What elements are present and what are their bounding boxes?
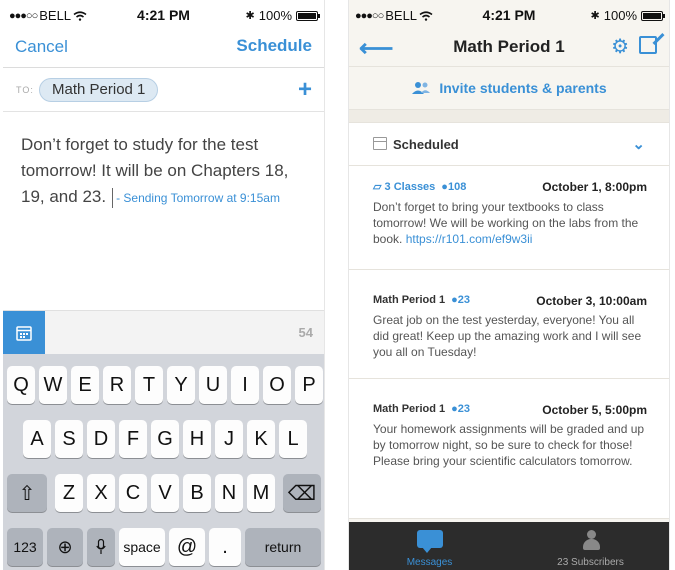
dictation-key[interactable] (87, 528, 115, 566)
key[interactable]: D (87, 420, 115, 458)
space-key[interactable]: space (119, 528, 165, 566)
cancel-button[interactable]: Cancel (15, 37, 68, 56)
add-recipient-button[interactable]: + (297, 76, 312, 103)
key[interactable]: W (39, 366, 67, 404)
key[interactable]: P (295, 366, 323, 404)
calendar-icon (16, 325, 32, 341)
key[interactable]: X (87, 474, 115, 512)
message-text: Your homework assignments will be graded and up by tomorrow night, so be sure to check for those! Please bring your scientific calculators tomorrow. (373, 422, 645, 468)
message-text: Great job on the test yesterday, everyone! You all did great! Keep up the amazing work and I will see you all on Tuesday! (373, 313, 642, 359)
scheduled-section-header[interactable] (349, 122, 669, 166)
numbers-key[interactable]: 123 (7, 528, 43, 566)
status-bar (349, 0, 669, 30)
scheduled-label: Scheduled (393, 137, 459, 152)
bluetooth-icon: ✱ (245, 10, 255, 22)
carrier-name: BELL (39, 8, 72, 23)
key[interactable]: N (215, 474, 243, 512)
battery-icon (641, 11, 663, 21)
message-class: Math Period 1 (373, 294, 446, 306)
return-key[interactable]: return (245, 528, 321, 566)
calendar-icon (373, 137, 387, 150)
status-bar (3, 0, 324, 30)
scheduled-message[interactable] (349, 166, 670, 270)
shift-icon: ⇧ (18, 482, 36, 505)
person-icon: ● (441, 181, 448, 193)
to-label: TO: (16, 85, 34, 95)
key[interactable]: T (135, 366, 163, 404)
battery-percent: 100% (258, 8, 292, 23)
message-subscribers: 23 (457, 294, 471, 306)
person-icon: ● (451, 294, 458, 306)
at-key[interactable]: @ (169, 528, 205, 566)
message-class: 3 Classes (384, 181, 436, 193)
key[interactable]: R (103, 366, 131, 404)
tab-subscribers-label: 23 Subscribers (557, 557, 624, 568)
gear-icon[interactable]: ⚙ (611, 36, 629, 58)
key[interactable]: Q (7, 366, 35, 404)
compose-nav-bar (3, 30, 324, 68)
message-date: October 5, 5:00pm (542, 403, 647, 417)
key[interactable]: G (151, 420, 179, 458)
key[interactable]: I (231, 366, 259, 404)
scheduled-message[interactable] (349, 270, 670, 379)
globe-icon: ⊕ (57, 536, 73, 557)
status-time: 4:21 PM (482, 7, 536, 23)
key[interactable]: O (263, 366, 291, 404)
key[interactable]: M (247, 474, 275, 512)
scheduled-message[interactable] (349, 379, 670, 519)
message-subscribers: 23 (457, 403, 471, 415)
carrier-name: BELL (385, 8, 418, 23)
subscribers-icon (578, 530, 604, 550)
key[interactable]: H (183, 420, 211, 458)
back-arrow-icon[interactable]: ⟵ (359, 35, 394, 62)
message-bubble-icon (417, 530, 443, 548)
character-count: 54 (298, 325, 313, 340)
compose-toolbar (3, 310, 325, 354)
battery-percent: 100% (603, 8, 637, 23)
key[interactable]: A (23, 420, 51, 458)
key[interactable]: B (183, 474, 211, 512)
key[interactable]: F (119, 420, 147, 458)
key[interactable]: J (215, 420, 243, 458)
shift-key[interactable] (7, 474, 47, 512)
signal-icon: ●●●○○ (9, 9, 38, 22)
key[interactable]: Z (55, 474, 83, 512)
tab-subscribers[interactable] (510, 522, 670, 570)
message-date: October 3, 10:00am (536, 294, 647, 308)
chevron-down-icon[interactable]: ⌄ (632, 136, 645, 153)
period-key[interactable]: . (209, 528, 241, 566)
backspace-icon: ⌫ (287, 482, 317, 505)
globe-key[interactable] (47, 528, 83, 566)
key[interactable]: L (279, 420, 307, 458)
message-date: October 1, 8:00pm (542, 180, 647, 194)
page-title: Math Period 1 (453, 37, 565, 56)
message-subscribers: 108 (447, 181, 467, 193)
key[interactable]: V (151, 474, 179, 512)
key[interactable]: C (119, 474, 147, 512)
key[interactable]: U (199, 366, 227, 404)
bluetooth-icon: ✱ (590, 10, 600, 22)
class-screen (348, 0, 670, 570)
message-link[interactable]: https://r101.com/ef9w3ii (405, 232, 533, 246)
recipient-chip[interactable]: Math Period 1 (39, 78, 158, 102)
calendar-button[interactable] (3, 311, 45, 355)
text-cursor (112, 188, 113, 208)
message-class: Math Period 1 (373, 403, 446, 415)
tab-bar (349, 522, 670, 570)
recipient-row (3, 68, 324, 112)
key[interactable]: E (71, 366, 99, 404)
schedule-button[interactable]: Schedule (236, 36, 312, 55)
keyboard (3, 354, 325, 570)
tab-messages[interactable] (349, 522, 510, 570)
invite-button[interactable] (349, 66, 669, 110)
class-nav-bar (349, 30, 669, 66)
microphone-icon (96, 539, 106, 555)
message-text: Don’t forget to study for the test tomorrow! It will be on Chapters 18, 19, and 23. (21, 135, 289, 206)
invite-label: Invite students & parents (439, 80, 607, 96)
status-time: 4:21 PM (137, 7, 190, 23)
compose-icon[interactable] (639, 36, 657, 54)
message-body[interactable] (21, 132, 311, 211)
person-icon: ● (451, 403, 458, 415)
classes-icon: ▱ (373, 181, 382, 193)
compose-screen (3, 0, 325, 570)
battery-icon (296, 11, 318, 21)
key[interactable]: S (55, 420, 83, 458)
people-icon (411, 81, 431, 95)
section-gap (349, 110, 669, 122)
message-text: Don’t forget to bring your textbooks to class tomorrow! We will be working on the labs from the book. (373, 200, 639, 246)
key[interactable]: K (247, 420, 275, 458)
tab-messages-label: Messages (406, 557, 453, 568)
key[interactable]: Y (167, 366, 195, 404)
delete-key[interactable] (283, 474, 321, 512)
signal-icon: ●●●○○ (355, 9, 384, 22)
sending-note: - Sending Tomorrow at 9:15am (116, 191, 280, 205)
